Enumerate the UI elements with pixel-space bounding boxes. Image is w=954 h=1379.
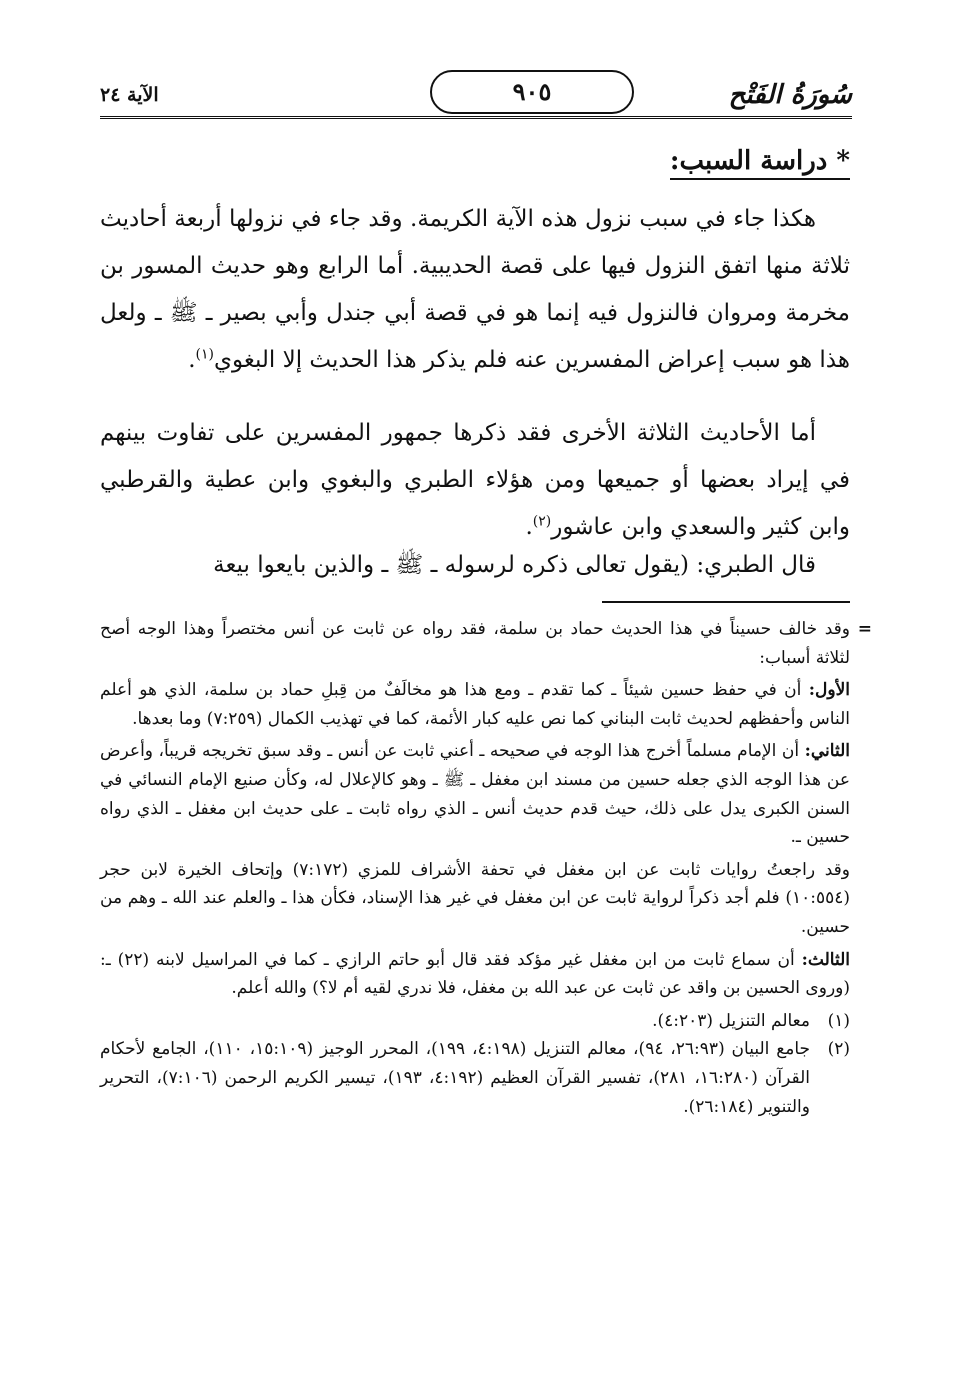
- reason-second-label: الثاني:: [804, 741, 850, 762]
- paragraph-1-text: هكذا جاء في سبب نزول هذه الآية الكريمة. وقد جاء في نزولها أربعة أحاديث ثلاثة منها اتفق النزول فيها على قصة الحديبية. أما الرابع وهو حديث المسور بن مخرمة ومروان فالنزول فيه إنما هو في قصة أبي جندل وأبي بصير ـ ﷺ ـ ولعل هذا هو سبب إعراض المفسرين عنه فلم يذكر هذا الحديث إلا البغوي: [100, 206, 850, 373]
- paragraph-1-end: .: [188, 347, 196, 373]
- page-number: ٩٠٥: [430, 70, 634, 114]
- footnote-1: [100, 1007, 850, 1036]
- review-text: وقد راجعتُ روايات ثابت عن ابن مغفل في تحفة الأشراف للمزي (٧:١٧٢) وإتحاف الخيرة لابن حجر (١٠:٥٥٤) فلم أجد ذكراً لرواية ثابت عن ابن مغفل في غير هذا الإسناد، فكأن هذا ـ والعلم عند الله ـ وهم من حسين.: [100, 859, 850, 937]
- continuation-text: وقد خالف حسيناً في هذا الحديث حماد بن سلمة، فقد رواه عن ثابت عن أنس مختصراً وهذا الوجه أصح لثلاثة أسباب:: [100, 619, 850, 668]
- page-header: [100, 70, 852, 126]
- paragraph-2-end: .: [525, 514, 533, 540]
- footnote-2-text: جامع البيان (٢٦:٩٣، ٩٤)، معالم التنزيل (٤:١٩٨، ١٩٩)، المحرر الوجيز (١٥:١٠٩، ١١٠)، الجامع لأحكام القرآن (١٦:٢٨٠، ٢٨١)، تفسير القرآن العظيم (٤:١٩٢، ١٩٣)، تيسير الكريم الرحمن (٧:١٠٦)، التحرير والتنوير (٢٦:١٨٤).: [100, 1039, 811, 1117]
- footnote-ref-2: (٢): [532, 513, 552, 530]
- reason-first-text: أن في حفظ حسين شيئاً ـ كما تقدم ـ ومع هذا هو مخالَفٌ من قِبلِ حماد بن سلمة، الذي هو أعلم الناس وأحفظهم لحديث ثابت البناني كما نص عليه كبار الأئمة، كما في تهذيب الكمال (٧:٢٥٩) وما بعدها.: [100, 680, 850, 729]
- footnotes: [100, 615, 872, 1121]
- reason-third-label: الثالث:: [801, 949, 851, 970]
- paragraph-2-text: أما الأحاديث الثلاثة الأخرى فقد ذكرها جمهور المفسرين على تفاوت بينهم في إيراد بعضها أو جميعها ومن هؤلاء الطبري والبغوي وابن عطية والقرطبي وابن كثير والسعدي وابن عاشور: [100, 420, 850, 540]
- footnote-2-number: (٢): [827, 1039, 850, 1060]
- surah-name: سُورَةُ الفَتْح: [728, 80, 852, 110]
- section-title-text: * دراسة السبب:: [669, 146, 850, 176]
- footnote-divider: [602, 601, 850, 603]
- footnote-ref-1: (١): [195, 346, 214, 363]
- paragraph-2: [100, 410, 850, 551]
- header-divider: [100, 116, 852, 119]
- footnote-continuation: [100, 615, 872, 672]
- continuation-mark: =: [857, 619, 872, 639]
- section-title: [670, 146, 850, 180]
- footnote-1-number: (١): [827, 1010, 850, 1031]
- section-title-underline: [670, 178, 850, 180]
- reason-first: [100, 676, 850, 733]
- paragraph-3: [100, 542, 850, 589]
- reason-first-label: الأول:: [808, 680, 850, 701]
- reason-third: [100, 946, 850, 1003]
- reason-third-text: أن سماع ثابت من ابن مغفل غير مؤكد فقد قال أبو حاتم الرازي ـ كما في المراسيل لابنه (٢٢) ـ: (وروى الحسين بن واقد عن ثابت عن عبد الله بن مغفل، فلا ندري لقيه أم لا؟) والله أعلم.: [100, 949, 850, 999]
- reason-second-text: أن الإمام مسلماً أخرج هذا الوجه في صحيحه ـ أعني ثابت عن أنس ـ وقد سبق تخريجه قريباً، وأعرض عن هذا الوجه الذي جعله حسين من مسند ابن مغفل ـ ﷺ ـ وهو كالإعلال له، وكأن صنيع الإمام النسائي في السنن الكبرى يدل على ذلك، حيث قدم حديث أنس ـ الذي رواه ثابت ـ على حديث ابن مغفل ـ الذي رواه حسين ـ.: [100, 741, 850, 848]
- reason-second: [100, 737, 850, 851]
- ayah-label: الآية ٢٤: [100, 84, 159, 106]
- footnote-2: [100, 1035, 850, 1121]
- paragraph-3-text: قال الطبري: (يقول تعالى ذكره لرسوله ـ ﷺ ـ والذين بايعوا بيعة: [213, 552, 816, 578]
- review-paragraph: [100, 856, 850, 942]
- footnote-1-text: معالم التنزيل (٤:٢٠٣).: [652, 1010, 810, 1031]
- paragraph-1: [100, 196, 850, 384]
